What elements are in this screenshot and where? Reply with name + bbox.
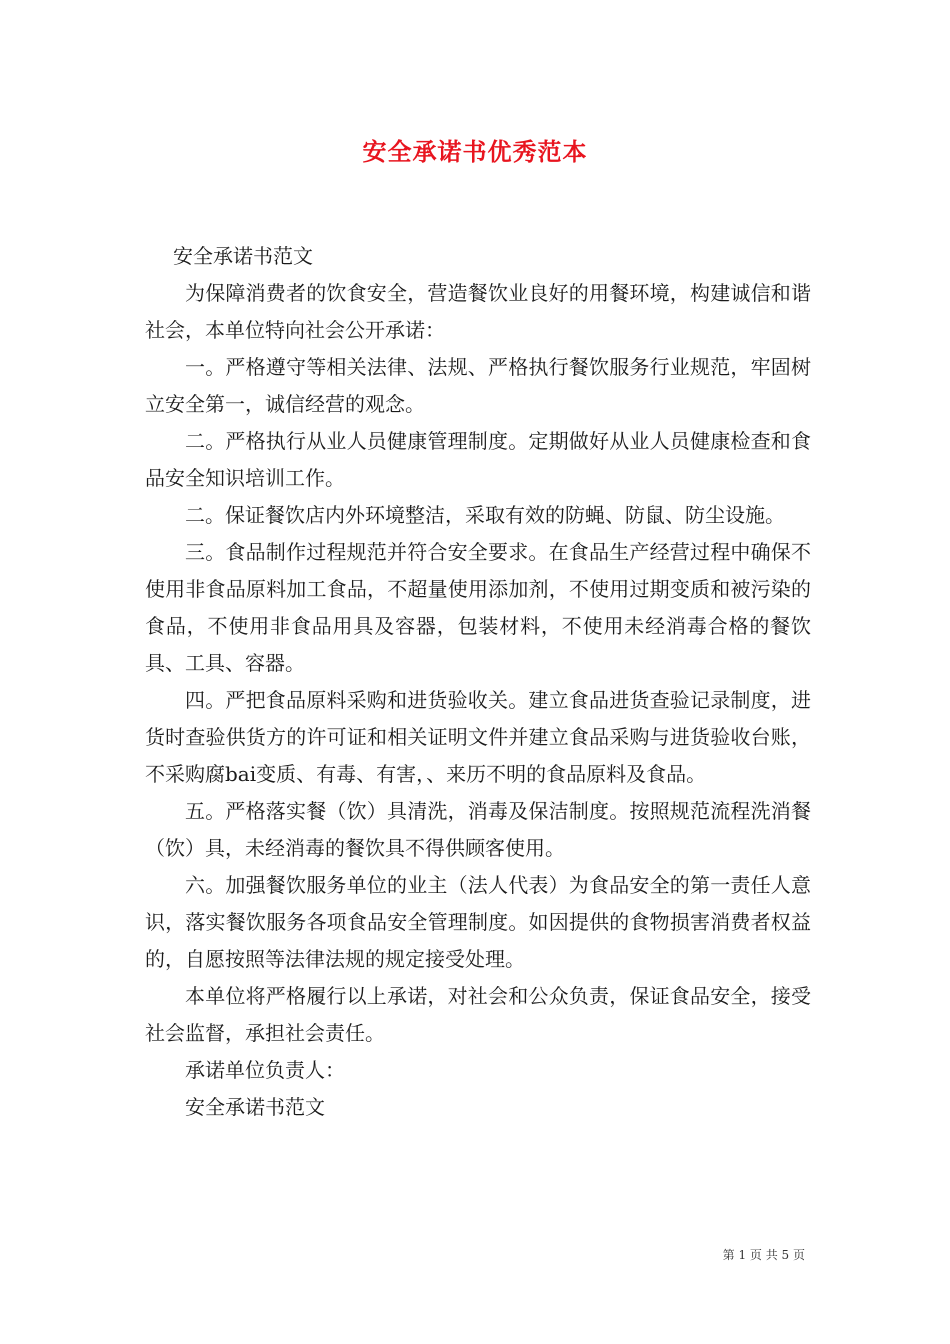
commitment-item-2: 二。严格执行从业人员健康管理制度。定期做好从业人员健康检查和食品安全知识培训工作。 xyxy=(145,429,811,490)
page-number: 第 1 页 共 5 页 xyxy=(722,1248,805,1262)
commitment-item-3: 三。食品制作过程规范并符合安全要求。在食品生产经营过程中确保不使用非食品原料加工食品，不超量使用添加剂，不使用过期变质和被污染的食品，不使用非食品用具及容器，包装材料，不使用未经消毒合格的餐饮具、工具、容器。 xyxy=(145,540,811,675)
commitment-item-6: 六。加强餐饮服务单位的业主（法人代表）为食品安全的第一责任人意识，落实餐饮服务各项食品安全管理制度。如因提供的食物损害消费者权益的，自愿按照等法律法规的规定接受处理。 xyxy=(145,873,811,971)
document-body xyxy=(145,238,811,1126)
document-title: 安全承诺书优秀范本 xyxy=(362,137,588,166)
signatory-label: 承诺单位负责人： xyxy=(185,1058,345,1082)
section-heading: 安全承诺书范文 xyxy=(173,244,313,268)
intro-paragraph: 为保障消费者的饮食安全，营造餐饮业良好的用餐环境，构建诚信和谐社会，本单位特向社会公开承诺： xyxy=(145,281,811,342)
closing-paragraph: 本单位将严格履行以上承诺，对社会和公众负责，保证食品安全，接受社会监督，承担社会责任。 xyxy=(145,984,811,1045)
commitment-item-5: 五。严格落实餐（饮）具清洗，消毒及保洁制度。按照规范流程洗消餐（饮）具，未经消毒的餐饮具不得供顾客使用。 xyxy=(145,799,811,860)
next-section-heading: 安全承诺书范文 xyxy=(185,1095,325,1119)
commitment-item-2b: 二。保证餐饮店内外环境整洁，采取有效的防蝇、防鼠、防尘设施。 xyxy=(185,503,785,527)
commitment-item-4: 四。严把食品原料采购和进货验收关。建立食品进货查验记录制度，进货时查验供货方的许可证和相关证明文件并建立食品采购与进货验收台账，不采购腐bai变质、有毒、有害，、来历不明的食品原料及食品。 xyxy=(145,688,811,786)
commitment-item-1: 一。严格遵守等相关法律、法规、严格执行餐饮服务行业规范，牢固树立安全第一，诚信经营的观念。 xyxy=(145,355,811,416)
